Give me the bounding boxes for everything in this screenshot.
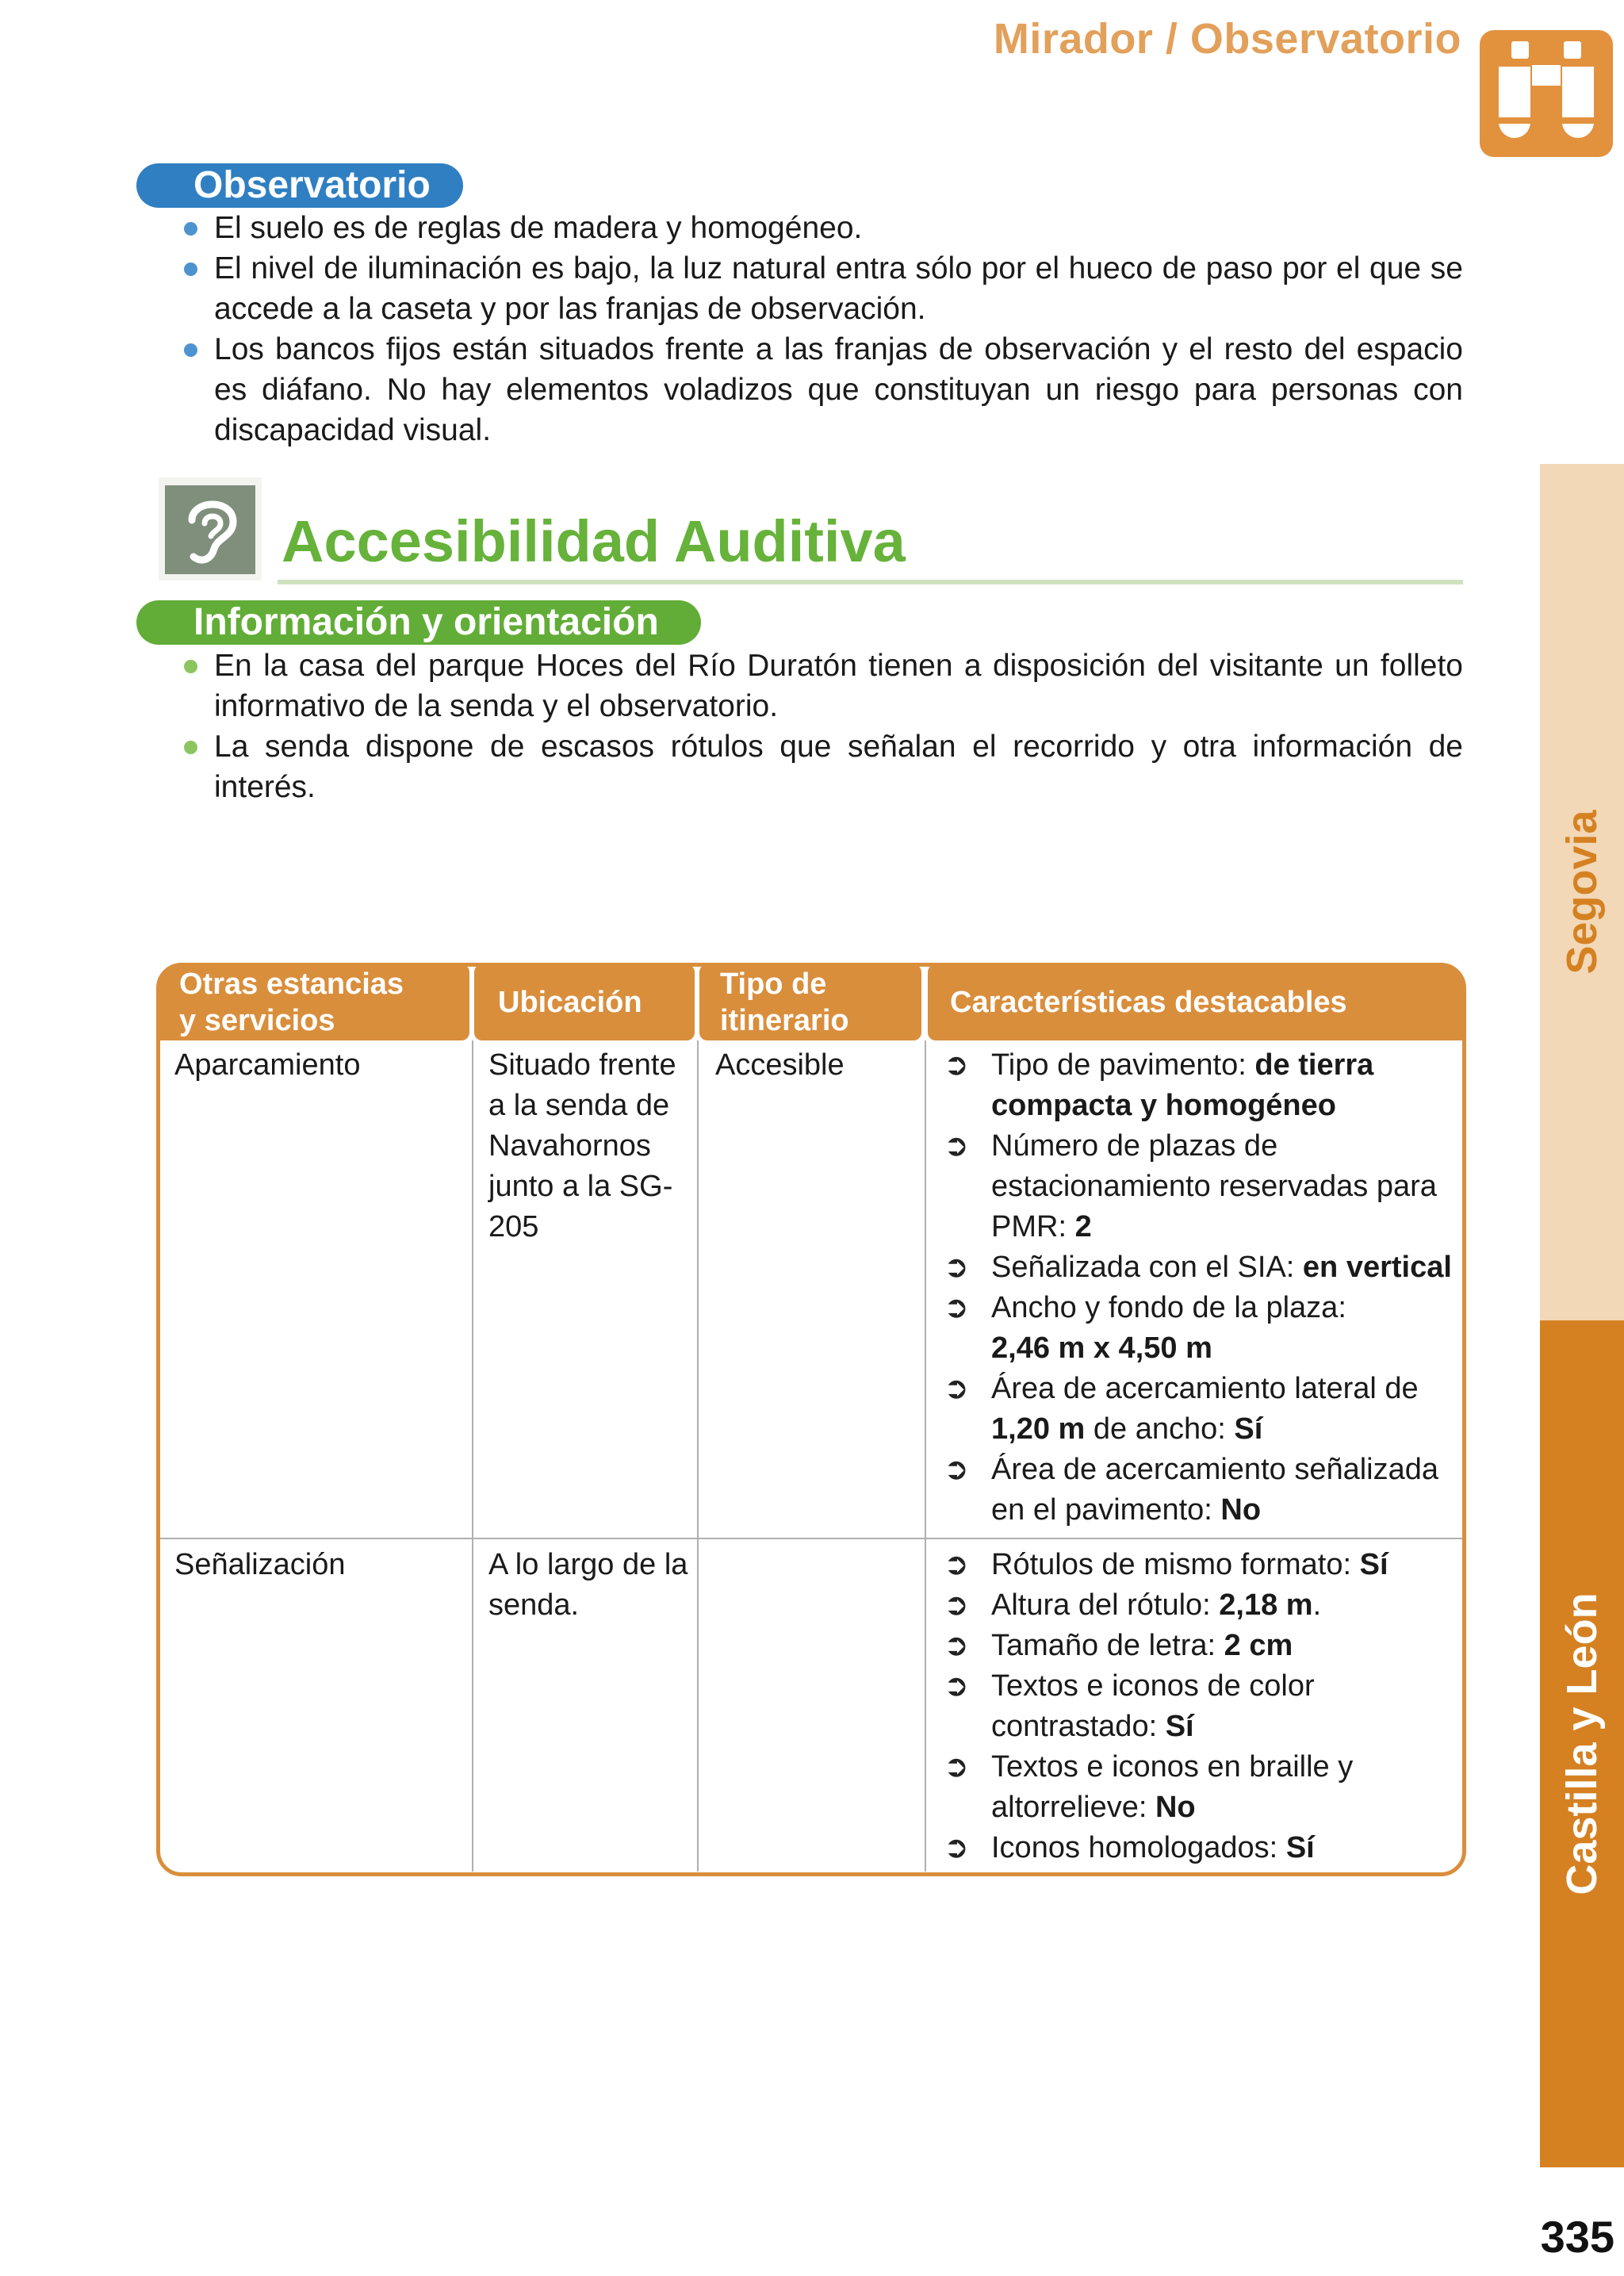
bullet-icon <box>184 262 197 276</box>
table-header-ubicacion <box>474 964 695 1040</box>
list-item-text: El suelo es de reglas de madera y homogéneo. <box>214 211 863 245</box>
feature-item: ➲ Área de acercamiento lateral de 1,20 m de ancho: Sí <box>944 1369 1459 1450</box>
table-cell-ubicacion: A lo largo de la senda. <box>488 1548 688 1622</box>
observatorio-list <box>174 208 1463 450</box>
feature-item: ➲ Textos e iconos de color contrastado: Sí <box>944 1666 1459 1747</box>
arrow-icon: ➲ <box>944 1588 969 1622</box>
header-label: Ubicación <box>498 986 642 1019</box>
list-item-text: El nivel de iluminación es bajo, la luz natural entra sólo por el hueco de paso por el que se accede a la caseta y por las franjas de observación. <box>214 251 1463 326</box>
feature-item: ➲ Iconos homologados: Sí <box>944 1828 1459 1868</box>
arrow-icon: ➲ <box>944 1048 969 1082</box>
column-divider <box>472 1040 473 1872</box>
feature-list <box>944 1045 1459 1531</box>
table-cell-tipo: Accesible <box>715 1048 845 1082</box>
feature-item: ➲ Tamaño de letra: 2 cm <box>944 1626 1459 1666</box>
side-tab-label: Segovia <box>1558 810 1606 975</box>
side-tab-label: Castilla y León <box>1558 1592 1606 1895</box>
table-cell-ubicacion: Situado frente a la senda de Navahornos junto a la SG- 205 <box>488 1048 676 1243</box>
section-heading-informacion: Información y orientación <box>136 600 701 645</box>
arrow-icon: ➲ <box>944 1750 969 1784</box>
header-label: Otras estancias y servicios <box>179 967 404 1037</box>
header-label: Características destacables <box>950 986 1347 1019</box>
title-underline <box>278 580 1463 584</box>
table-header-tipo <box>699 964 921 1040</box>
list-item <box>174 646 1463 726</box>
table-cell-estancia: Señalización <box>174 1548 346 1581</box>
table-header-caracteristicas <box>928 964 1464 1040</box>
bullet-icon <box>184 741 197 754</box>
header-label: Tipo de itinerario <box>720 967 849 1037</box>
section-heading-observatorio: Observatorio <box>136 163 463 208</box>
list-item <box>174 329 1463 450</box>
feature-item: ➲ Número de plazas de estacionamiento reservadas para PMR: 2 <box>944 1126 1459 1247</box>
table-cell-estancia: Aparcamiento <box>174 1048 361 1082</box>
list-item-text: En la casa del parque Hoces del Río Duratón tienen a disposición del visitante un folleto informativo de la senda y el observatorio. <box>214 649 1463 723</box>
feature-item: ➲ Rótulos de mismo formato: Sí <box>944 1545 1459 1585</box>
list-item-text: Los bancos fijos están situados frente a las franjas de observación y el resto del espacio es diáfano. No hay elementos voladizos que constituyan un riesgo para personas con discapacidad visual. <box>214 332 1463 447</box>
list-item <box>174 726 1463 807</box>
informacion-list <box>174 646 1463 807</box>
feature-list <box>944 1545 1459 1868</box>
arrow-icon: ➲ <box>944 1831 969 1864</box>
side-tab-castilla-y-leon <box>1540 1320 1624 2167</box>
bullet-icon <box>184 222 197 236</box>
arrow-icon: ➲ <box>944 1629 969 1662</box>
ear-icon <box>165 485 255 574</box>
list-item <box>174 208 1463 248</box>
feature-item: ➲ Textos e iconos en braille y altorrelieve: No <box>944 1747 1459 1828</box>
column-divider <box>697 1040 699 1872</box>
binoculars-icon <box>1480 30 1613 157</box>
side-tab-segovia <box>1540 464 1624 1320</box>
arrow-icon: ➲ <box>944 1669 969 1703</box>
page-number: 335 <box>1540 2212 1614 2262</box>
feature-item: ➲ Señalizada con el SIA: en vertical <box>944 1247 1459 1288</box>
arrow-icon: ➲ <box>944 1372 969 1405</box>
feature-item: ➲ Área de acercamiento señalizada en el pavimento: No <box>944 1450 1459 1531</box>
arrow-icon: ➲ <box>944 1251 969 1284</box>
list-item <box>174 248 1463 329</box>
list-item-text: La senda dispone de escasos rótulos que señalan el recorrido y otra información de interés. <box>214 730 1463 804</box>
row-divider <box>160 1538 1462 1539</box>
arrow-icon: ➲ <box>944 1129 969 1163</box>
bullet-icon <box>184 343 197 357</box>
section-title: Mirador / Observatorio <box>993 15 1461 63</box>
table-header-estancias <box>159 964 469 1040</box>
arrow-icon: ➲ <box>944 1453 969 1486</box>
arrow-icon: ➲ <box>944 1548 969 1581</box>
page-title: Accesibilidad Auditiva <box>282 508 906 574</box>
bullet-icon <box>184 660 197 673</box>
feature-item: ➲ Altura del rótulo: 2,18 m. <box>944 1585 1459 1626</box>
feature-item: ➲ Ancho y fondo de la plaza: 2,46 m x 4,50 m <box>944 1288 1459 1369</box>
arrow-icon: ➲ <box>944 1291 969 1324</box>
feature-item: ➲ Tipo de pavimento: de tierra compacta y homogéneo <box>944 1045 1459 1126</box>
column-divider <box>925 1040 926 1872</box>
